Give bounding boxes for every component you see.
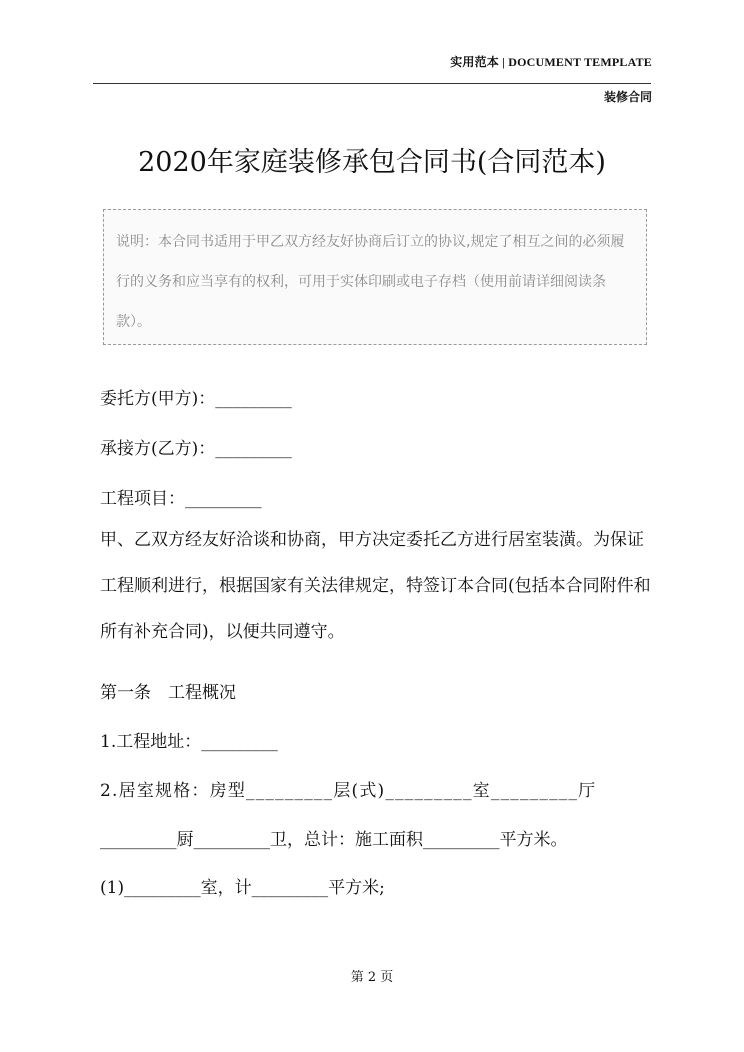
usage-note-text: 说明：本合同书适用于甲乙双方经友好协商后订立的协议,规定了相互之间的必须履行的义务和应当享有的权利，可用于实体印刷或电子存档（使用前请详细阅读条款）。 xyxy=(116,234,625,330)
room-area-item: (1)_________室，计_________平方米; xyxy=(100,878,385,898)
page-number: 第 2 页 xyxy=(350,970,394,985)
room-spec-line2: _________厨_________卫，总计：施工面积_________平方米。 xyxy=(100,830,568,850)
contractor-field: 承接方(乙方)：_________ xyxy=(100,439,292,459)
project-field: 工程项目：_________ xyxy=(100,489,262,509)
usage-note-box xyxy=(103,209,647,345)
document-header-brand: 实用范本 | DOCUMENT TEMPLATE xyxy=(450,55,652,69)
header-divider xyxy=(93,83,651,84)
client-field: 委托方(甲方)：_________ xyxy=(100,389,292,409)
article-heading: 第一条 工程概况 xyxy=(100,683,236,703)
document-category: 装修合同 xyxy=(603,90,652,104)
address-item: 1.工程地址：_________ xyxy=(100,732,278,752)
page-title: 2020年家庭装修承包合同书(合同范本) xyxy=(138,147,606,178)
room-spec-item: 2.居室规格：房型_________层(式)_________室_________厅 xyxy=(100,781,597,801)
intro-paragraph: 甲、乙双方经友好洽谈和协商，甲方决定委托乙方进行居室装潢。为保证工程顺利进行，根据国家有关法律规定，特签订本合同(包括本合同附件和所有补充合同)，以便共同遵守。 xyxy=(100,530,651,642)
